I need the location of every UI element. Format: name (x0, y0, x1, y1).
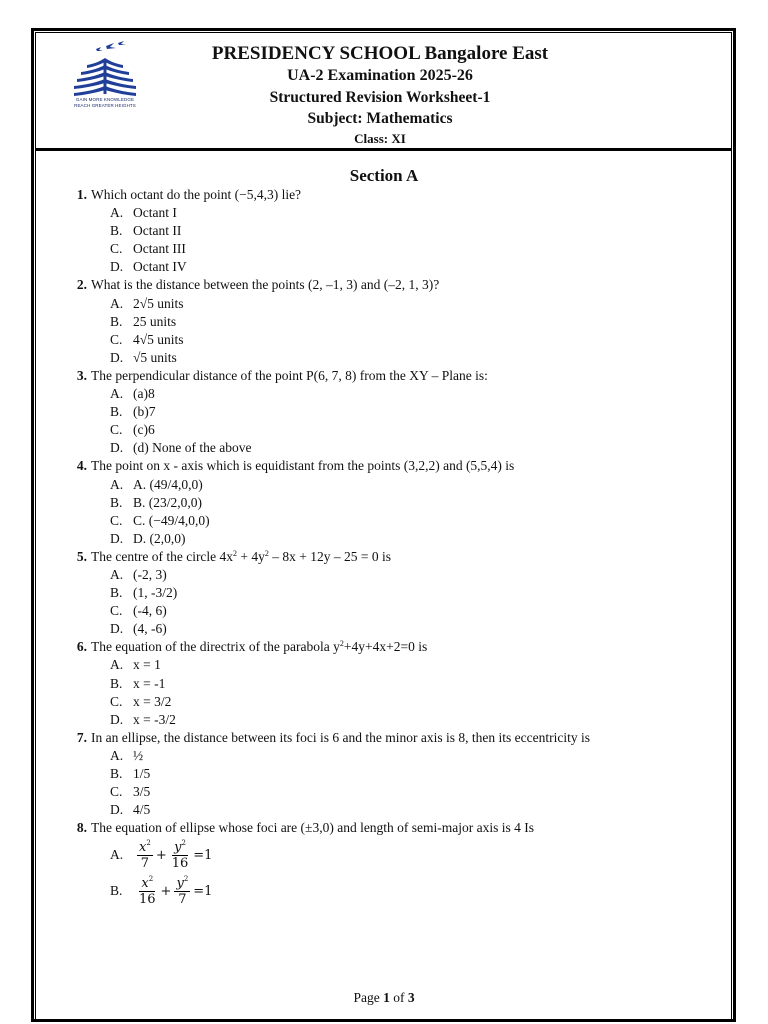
option-label: C. (110, 784, 123, 800)
class-line: Class: XI (354, 131, 406, 146)
option-text: (c)6 (133, 422, 155, 438)
option (60, 566, 740, 584)
page-footer: Page 1 of 3 (353, 990, 415, 1005)
option (60, 711, 740, 729)
option (60, 494, 740, 512)
option-label: B. (110, 883, 123, 899)
option (60, 656, 740, 674)
option-text: 25 units (133, 313, 177, 329)
option-label: B. (110, 494, 123, 510)
question-number: 2. (76, 277, 87, 293)
option-text: A. (49/4,0,0) (133, 476, 203, 492)
logo-caption-line-1: GAIN MORE KNOWLEDGE (75, 97, 135, 102)
option (60, 837, 740, 873)
option-text: 1/5 (133, 766, 151, 781)
question-number: 7. (76, 729, 87, 745)
option (60, 385, 740, 403)
logo-caption-line-2: REACH GREATER HEIGHTS (74, 103, 136, 108)
option-text: 3/5 (133, 784, 151, 800)
option-text: ½ (133, 747, 144, 763)
option-text: Octant IV (133, 259, 187, 275)
question-text: The equation of the directrix of the parabola $y^2+4y+4x+2=0$ is (91, 639, 428, 655)
option-text: Octant II (133, 223, 182, 239)
question-list (60, 186, 740, 909)
option (60, 512, 740, 530)
question-text: The equation of ellipse whose foci are (±3,0) and length of semi-major axis is 4 Is (91, 820, 535, 836)
option (60, 331, 740, 349)
option (60, 313, 740, 331)
question-number: 3. (76, 367, 87, 383)
question-number: 6. (76, 639, 87, 655)
question-stem (60, 276, 740, 294)
option-label: D. (110, 440, 124, 456)
plus-sign: + (155, 847, 167, 863)
option-label: D. (110, 802, 124, 818)
option-text: 2√5 units (133, 295, 184, 311)
header-divider (35, 148, 732, 151)
option-label: A. (110, 566, 124, 582)
option-label: C. (110, 422, 123, 438)
question-stem (60, 457, 740, 475)
option-text: x = 3/2 (133, 693, 172, 709)
worksheet-title: Structured Revision Worksheet-1 (269, 89, 491, 106)
question-text: What is the distance between the points (2, –1, 3) and (–2, 1, 3)? (91, 277, 440, 293)
option-label: B. (110, 223, 123, 239)
option (60, 403, 740, 421)
option (60, 801, 740, 819)
fraction-x: $\frac{x^2}{7}$ (139, 838, 151, 871)
question-stem (60, 186, 740, 204)
option (60, 421, 740, 439)
option (60, 602, 740, 620)
question-text: The centre of the circle $4x^2 + 4y^2 - 8x + 12y - 25 = 0$ is (91, 548, 392, 564)
option (60, 747, 740, 765)
option (60, 240, 740, 258)
option-label: A. (110, 205, 124, 221)
option-label: A. (110, 476, 124, 492)
question-stem (60, 367, 740, 385)
option-label: C. (110, 512, 123, 528)
option-label: B. (110, 313, 123, 329)
equals-one: =1 (193, 847, 213, 863)
option-label: A. (110, 747, 124, 763)
option (60, 873, 740, 909)
equals-one: =1 (193, 883, 213, 899)
plus-sign: + (160, 883, 172, 899)
option-text: (-2, 3) (133, 566, 167, 582)
fraction-x: $\frac{x^2}{16}$ (139, 874, 156, 907)
option (60, 295, 740, 313)
option-text: C. (−49/4,0,0) (133, 512, 210, 528)
question-text: The perpendicular distance of the point P(6, 7, 8) from the XY – Plane is: (91, 367, 488, 383)
option-label: B. (110, 585, 123, 601)
subject-line: Subject: Mathematics (307, 110, 453, 127)
option-label: D. (110, 259, 124, 275)
option-label: C. (110, 241, 123, 257)
option-label: A. (110, 295, 124, 311)
option-text: Octant I (133, 205, 177, 221)
question-stem (60, 819, 740, 837)
option (60, 222, 740, 240)
option (60, 258, 740, 276)
option-text: B. (23/2,0,0) (133, 494, 202, 510)
option-text: (-4, 6) (133, 603, 167, 619)
total-pages: 3 (407, 990, 415, 1005)
school-name: PRESIDENCY SCHOOL Bangalore East (211, 43, 549, 64)
option-label: C. (110, 603, 123, 619)
option-text: (1, -3/2) (133, 585, 178, 601)
question-text: The point on x - axis which is equidistant from the points (3,2,2) and (5,5,4) is (91, 458, 515, 474)
option-text: √5 units (133, 349, 177, 365)
question-stem (60, 638, 740, 656)
question-stem (60, 548, 740, 566)
option-text: x = -1 (133, 675, 166, 691)
option-text: (d) None of the above (133, 440, 252, 456)
option (60, 476, 740, 494)
option (60, 693, 740, 711)
option (60, 675, 740, 693)
option-label: D. (110, 530, 124, 546)
option-label: C. (110, 693, 123, 709)
option (60, 765, 740, 783)
option-label: D. (110, 349, 124, 365)
option-text: Octant III (133, 241, 186, 257)
option-label: D. (110, 711, 124, 727)
option-text: x = -3/2 (133, 711, 176, 727)
section-title: Section A (349, 166, 419, 185)
option-label: A. (110, 657, 124, 673)
option (60, 204, 740, 222)
question-stem (60, 729, 740, 747)
fraction-y: $\frac{y^2}{16}$ (171, 838, 189, 871)
option-label: A. (110, 847, 124, 863)
option-label: B. (110, 766, 123, 781)
option-text: D. (2,0,0) (133, 530, 186, 546)
question-number: 5. (76, 548, 87, 564)
option-text: (4, -6) (133, 621, 167, 637)
option-text: 4√5 units (133, 331, 184, 347)
question-text: Which octant do the point (−5,4,3) lie? (91, 187, 302, 202)
option (60, 783, 740, 801)
logo-caption (60, 97, 150, 109)
option-label: B. (110, 404, 123, 420)
exam-title: UA-2 Examination 2025-26 (287, 67, 473, 84)
option-text: (a)8 (133, 386, 155, 402)
option (60, 620, 740, 638)
option-text: x = 1 (133, 657, 161, 673)
option-label: A. (110, 386, 124, 402)
fraction-y: $\frac{y^2}{7}$ (176, 874, 189, 907)
question-number: 8. (76, 820, 87, 836)
current-page: 1 (383, 990, 390, 1005)
option-label: B. (110, 675, 123, 691)
question-text: In an ellipse, the distance between its foci is 6 and the minor axis is 8, then its eccentricity is (91, 729, 590, 745)
option-label: D. (110, 621, 124, 637)
option-text: 4/5 (133, 802, 151, 818)
option (60, 349, 740, 367)
option-text: (b)7 (133, 404, 156, 420)
question-number: 4. (76, 458, 87, 474)
option (60, 439, 740, 457)
option (60, 530, 740, 548)
option (60, 584, 740, 602)
option-label: C. (110, 331, 123, 347)
question-number: 1. (76, 187, 87, 202)
